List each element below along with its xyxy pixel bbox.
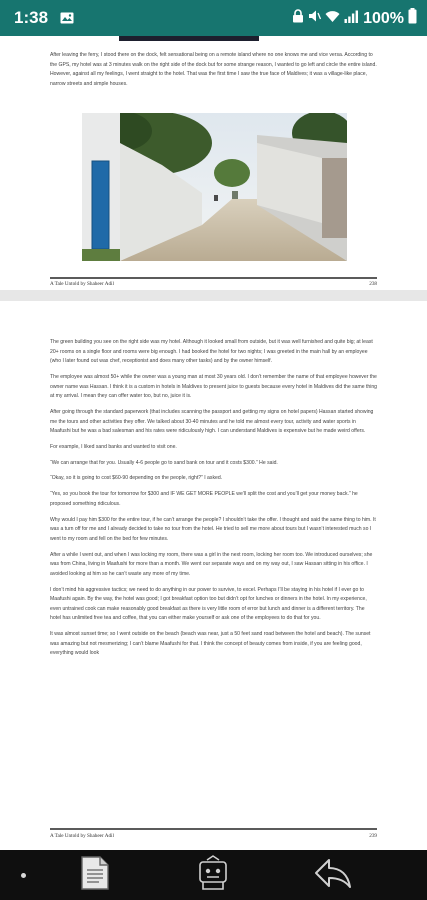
page-number: 239 xyxy=(369,833,377,839)
page-238-text xyxy=(50,51,377,96)
page-number: 238 xyxy=(369,281,377,287)
status-left-icons xyxy=(60,11,74,29)
paragraph: “Yes, so you book the tour for tomorrow for $300 and IF WE GET MORE PEOPLE we’ll split the cost and you’ll get your money back.” he proposed something ridiculous. xyxy=(50,491,358,507)
page-239-text xyxy=(50,338,377,665)
page-238 xyxy=(0,36,427,290)
mute-icon xyxy=(308,9,321,28)
village-street-photo xyxy=(82,113,347,261)
battery-percent: 100% xyxy=(363,9,404,27)
pages-icon xyxy=(78,854,112,897)
paragraph: The green building you see on the right side was my hotel. Although it looked small from outside, but it was well furnished and quite big; at least 20+ rooms on a single floor and rooms were big enough. I had booked the hotel for two nights; I was greeted in the main hall by an employee (who I later found out was chef, receptionist and does many other tasks) and by the owner himself. xyxy=(50,339,373,365)
paragraph: The employee was almost 50+ while the owner was a young man at most 30 years old. I don’t remember the name of that employee however the owner name was Hassan. I think it is a custom in hotels in Maldives to present juice to guests because every hotel in Maldives did the same thing at my arrival. I mean they can offer water too, but no, juice it is. xyxy=(50,373,378,400)
paragraph: “Okay, so it is going to cost $60-90 depending on the people, right?” I asked. xyxy=(50,475,223,482)
footer-title: A Tale Untold by Shaheer Adil xyxy=(50,833,114,839)
lock-icon xyxy=(292,9,304,28)
paragraph: For example, I liked sand banks and wanted to visit one. xyxy=(50,443,177,450)
paragraph: “We can arrange that for you. Usually 4-6 people go to sand bank on tour and it costs $300.” He said. xyxy=(50,459,278,466)
paragraph: After going through the standard paperwork (that includes scanning the passport and getting my signs on hotel papers) Hassan started showing me the tours and other activities they offer. We talked about 30-40 minutes and he told me almost every tour, activity and water sports in Maafushi but he was a bad salesman and his rates were ridiculously high. I can understand Maldives is expensive but he made weird offers. xyxy=(50,408,374,435)
paragraph: I don’t mind his aggressive tactics; we need to do anything in our power to survive, to excel. Perhaps I’ll be staying in his hotel if I ever go to Maafushi again. By the way, the hotel was good; I got breakfast option too but didn’t opt for lunches or dinners in the hotel. In my experience, even untrained cook can make reasonably good breakfast as there is very little room of error but lunch and dinner is a different territory. The hotel has unlimited free tea and coffee, that you can either make yourself or ask one of the employees to do that for you. xyxy=(50,586,367,622)
status-bar xyxy=(0,0,427,36)
page-239 xyxy=(0,301,427,850)
paragraph: It was almost sunset time; so I went outside on the beach (beach was near, just a 50 feet sand road between the hotel and beach). The sunset was amazing but not mesmerizing; I can’t blame Maafushi for that. I think the concept of beauty comes from inside, if you are feeling good, everything would look xyxy=(50,631,371,657)
footer-rule xyxy=(50,277,377,279)
paragraph: Why would I pay him $300 for the entire tour, if he can’t arrange the people? I shouldn’t take the offer. I thought and said the same thing to him. It was a turn off for me and I already decided to take no tour from the hotel. He tried to sell me more about tours but I wasn’t interested much so I went to my room and fell on the bed for few minutes. xyxy=(50,516,376,542)
wifi-icon xyxy=(325,10,340,28)
footer-title: A Tale Untold by Shaheer Adil xyxy=(50,281,114,287)
previous-photo-edge xyxy=(119,36,259,41)
paragraph: After leaving the ferry, I stood there on the dock, felt sensational being on a remote island where no one knows me and vice versa. According to the GPS, my hotel was at 3 minutes walk on the right side of the dock but for some strange reason, I wanted to go left and circle the entire island. However, against all my feelings, I went straight to the hotel. That was the first time I saw the true face of Maldives; it was a village-like place, narrow streets and simple houses. xyxy=(50,52,377,87)
footer-rule xyxy=(50,828,377,830)
image-icon xyxy=(60,11,74,29)
status-right xyxy=(292,8,417,29)
signal-icon xyxy=(344,10,359,28)
pages-button[interactable] xyxy=(75,855,115,895)
back-button[interactable] xyxy=(313,855,353,895)
indicator-dot xyxy=(21,873,26,878)
paragraph: After a while I went out, and when I was locking my room, there was a girl in the next room, locking her room too. We introduced ourselves; she was from China, living in Maafushi for more than a month. We went our separate ways and on my way out, I saw Hassan sitting in his office. I avoided looking at him so he can’t waste any more of my time. xyxy=(50,551,373,577)
bottom-toolbar xyxy=(0,850,427,900)
battery-icon xyxy=(408,8,417,29)
back-arrow-icon xyxy=(313,856,353,895)
status-time: 1:38 xyxy=(14,8,49,27)
reader-button[interactable] xyxy=(193,855,233,895)
reader-icon xyxy=(195,854,231,897)
